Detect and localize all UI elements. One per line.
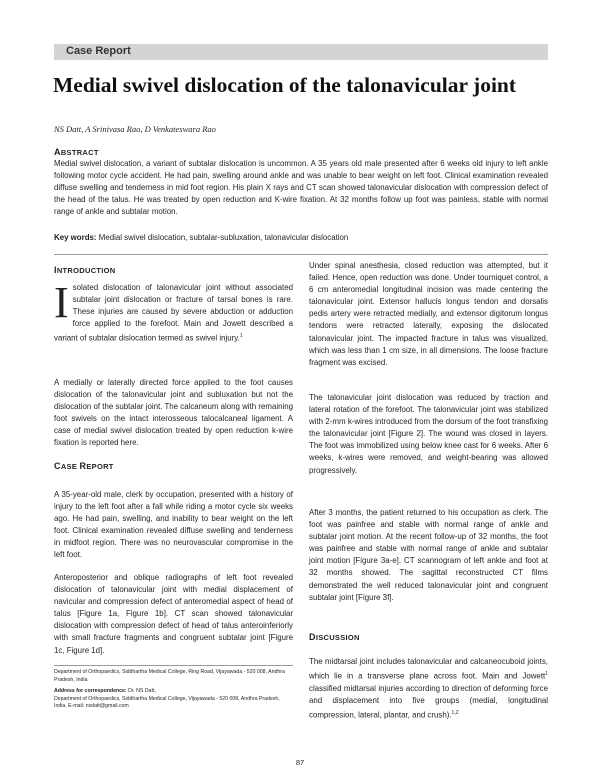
case-report-paragraph-5: After 3 months, the patient returned to his occupation as clerk. The foot was painfree and stable with normal range of ankle and subtalar joint motion. At the recent follow-up of 32 months, the foot was painfree and stable with normal range of ankle and subtalar joint motion [Figure 3a-e]. CT scannogram of left ankle and foot at 32 months showed. The sagittal reconstructed CT films demonstrated the well reduced talonavicular joint and congruent subtalar joint [Figure 3f]. (309, 508, 548, 602)
keywords-text: Medial swivel dislocation, subtalar-subluxation, talonavicular dislocation (98, 233, 349, 242)
article-title: Medial swivel dislocation of the talonavicular joint (53, 73, 517, 97)
keywords (54, 233, 548, 242)
keywords-label: Key words: (54, 233, 97, 242)
correspondence-address: Department of Orthopaedics, Siddhartha Medical College, Vijayawada - 520 008, Andhra Pradesh, India. E-mail: nsdatt@gmail.com (54, 695, 280, 709)
case-report-paragraph-3: Under spinal anesthesia, closed reduction was attempted, but it failed. Hence, open reduction was done. Under tourniquet control, a 6 cm anteromedial longitudinal incision was made centering the talonavicular joint. Extensor hallucis longus tendon and dorsalis pedis artery were retracted medially, and extensor digitorum longus tendons were retracted laterally, exposing the dislocated talonavicular joint. The impacted fracture in talus was visualized, which was less than 1 cm size, in all dimensions. The loose fracture fragment was excised. (309, 261, 548, 367)
footnote-divider (54, 665, 293, 666)
case-report-paragraph-2: Anteroposterior and oblique radiographs of left foot revealed dislocation of talonavicular joint with medial displacement of navicular and compression defect of anteromedial aspect of head of talus [Figure 1a, Figure 1b]. CT scan showed talonavicular dislocation with compression defect of head of talus anteroinferiorly with small fracture fragments and congruent subtalar joint [Figure 1c, Figure 1d]. (54, 573, 293, 655)
introduction-heading: INTRODUCTION (54, 265, 116, 275)
section-divider (54, 254, 548, 255)
discussion-heading: DISCUSSION (309, 632, 360, 642)
correspondence: Address for correspondence: Dr. NS Datt, (54, 688, 156, 694)
abstract-text: Medial swivel dislocation, a variant of subtalar dislocation is uncommon. A 35 years old male presented after 6 weeks old injury to left ankle following motor cycle accident. He had pain, swelling around ankle and was unable to bear weight on left foot. Clinical examination revealed diffuse swelling and tenderness in mid foot region. His plain X rays and CT scan showed talonavicular dislocation with compression defect of the head of the talus. He was treated by open reduction and K-wire fixation. At 32 months follow up foot was painless, stable with normal range of ankle and subtalar motion. (54, 159, 548, 217)
case-report-paragraph-1: A 35-year-old male, clerk by occupation, presented with a history of injury to the left foot after a fall while riding a motor cycle six weeks ago. He had pain, swelling, and inability to bear weight on the left foot. Clinical examination revealed diffuse swelling and tenderness in midfoot region. There was no neurovascular compromise in the left foot. (54, 490, 293, 560)
case-report-paragraph-4: The talonavicular joint dislocation was reduced by traction and lateral rotation of the forefoot. The talonavicular joint was stabilized with 2-mm k-wires introduced from the dorsum of the foot transfixing the talonavicular joint [Figure 2]. The wound was closed in layers. The foot was immobilized using below knee cast for 6 weeks. After 6 weeks, k-wires were removed, and weight-bearing was allowed progressively. (309, 393, 548, 475)
article-type-banner (54, 44, 548, 60)
abstract-heading: ABSTRACT (54, 147, 99, 157)
page-number: 87 (295, 758, 305, 767)
department-affiliation: Department of Orthopaedics, Siddhartha Medical College, Ring Road, Vijayawada - 520 008, Andhra Pradesh, India (54, 669, 285, 683)
case-report-heading: CASE REPORT (54, 461, 114, 471)
author-list: NS Datt, A Srinivasa Rao, D Venkateswara Rao (54, 124, 216, 134)
article-type-label: Case Report (66, 45, 131, 57)
drop-cap: I (54, 278, 69, 327)
introduction-paragraph-2: A medially or laterally directed force applied to the foot causes dislocation of the talonavicular joint and subluxation but not the dislocation of the subtalar joint. The calcaneum along with remaining foot swivels on the intact interosseous talocalcaneal ligament. A case of medial swivel dislocation treated by open reduction k-wire fixation is reported here. (54, 378, 293, 448)
discussion-paragraph-1: The midtarsal joint includes talonavicular and calcaneocuboid joints, which lie in a transverse plane across foot. Main and Jowett$^1$ classified midtarsal injuries according to direction of deforming force and displacement into five groups (medial, longitudinal compression, lateral, plantar, and crush).$^{1,2}$ (309, 657, 548, 720)
introduction-paragraph-1: Isolated dislocation of talonavicular joint without associated subtalar joint dislocation or fracture of tarsal bones is rare. These injuries are caused by severe abduction or adduction force applied to the forefoot. Main and Jowett described a variant of subtalar dislocation termed as swivel injury.$^1$ (54, 278, 293, 343)
footnote (54, 669, 293, 711)
